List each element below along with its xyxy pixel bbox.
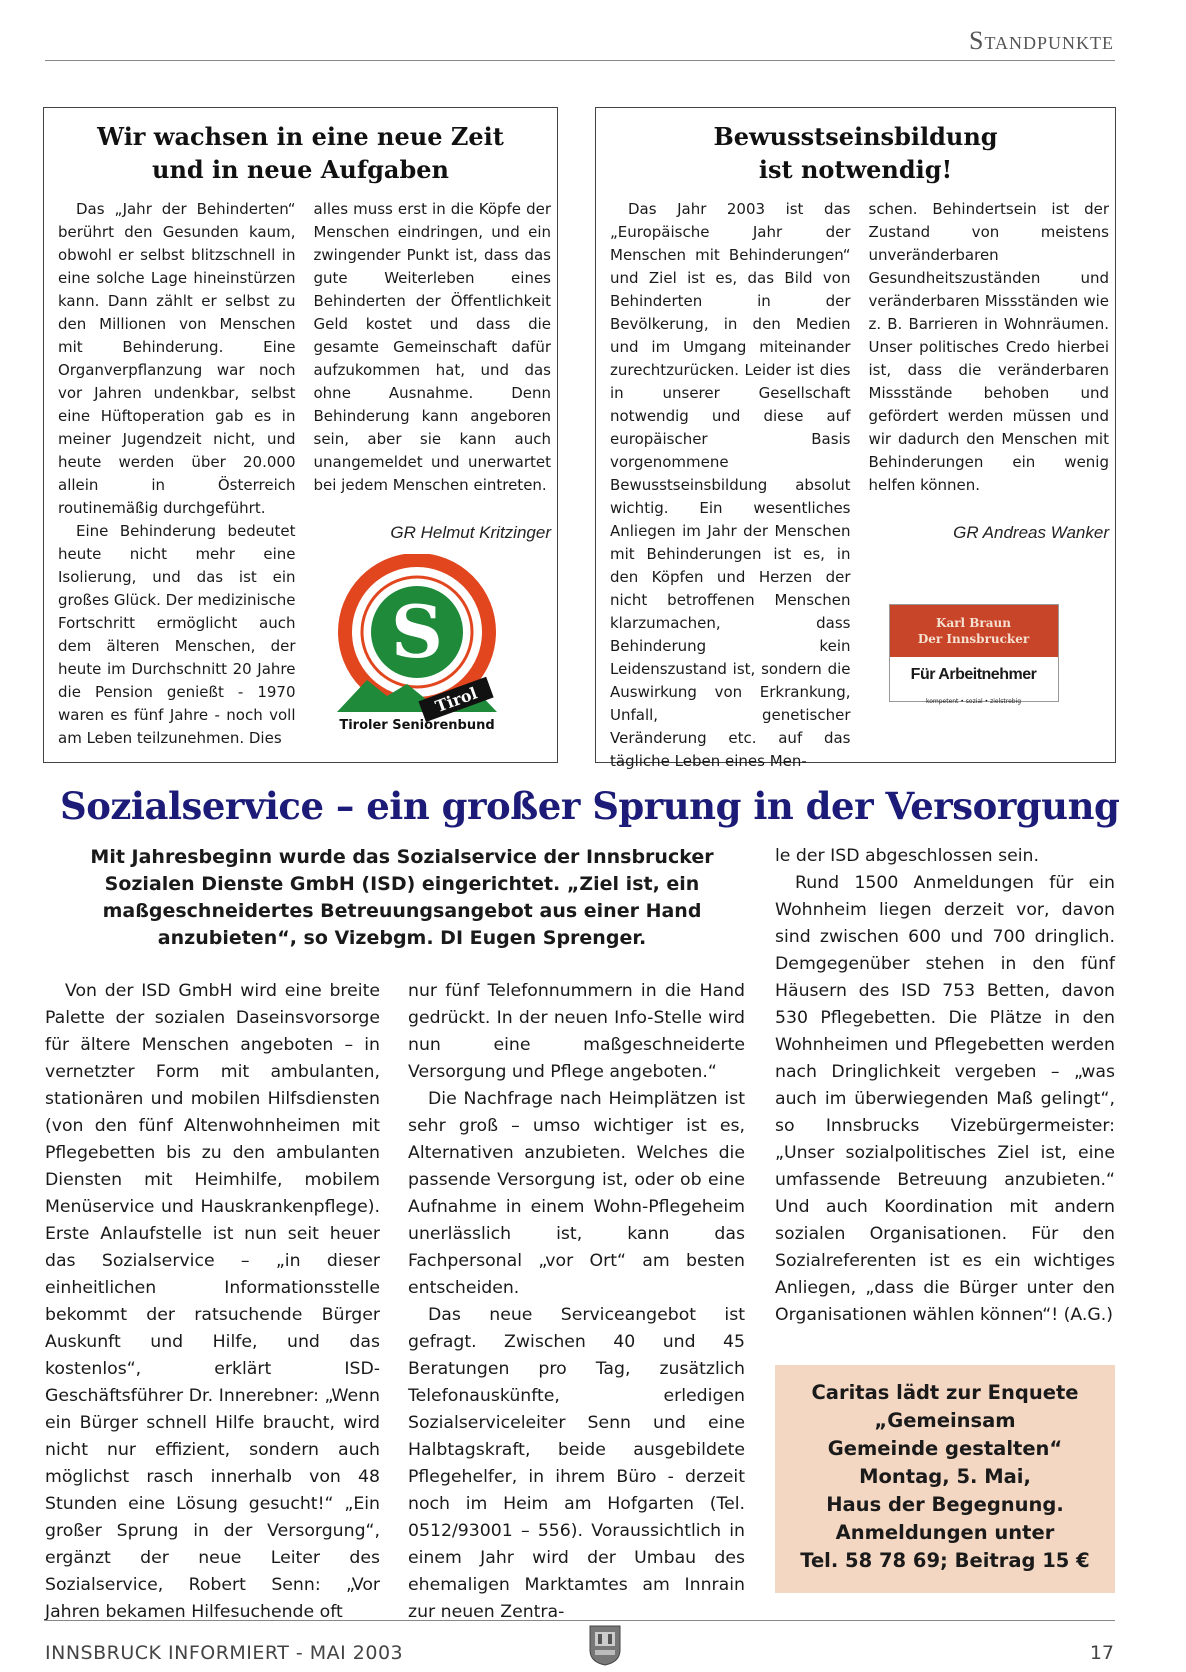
bottom-divider [45,1620,1115,1621]
svg-text:Tiroler Seniorenbund: Tiroler Seniorenbund [338,718,495,733]
title-line: und in neue Aufgaben [152,155,449,184]
article-column-1 [45,978,380,1626]
opinion-title [44,120,557,186]
title-line: Bewusstseinsbildung [713,122,998,151]
page-number: 17 [1089,1642,1114,1664]
book-cover [889,604,1059,705]
opinion-column [610,198,851,773]
title-line: Wir wachsen in eine neue Zeit [97,122,504,151]
announcement-line: Caritas lädt zur Enquete [811,1381,1079,1404]
article-title: Sozialservice – ein großer Sprung in der Versorgung [60,784,1120,828]
announcement-line: Gemeinde gestalten“ [827,1437,1063,1460]
opinion-column [869,198,1110,773]
announcement-line: Anmeldungen unter [835,1521,1055,1544]
opinion-box-kritzinger [43,107,558,763]
paragraph: Eine Behinderung bedeutet heute nicht mehr eine Isolierung, und das ist ein großes Glück. Der medizinische Fortschritt ermöglicht auch dem älteren Menschen, der heute im Durchschnitt 20 Jahre die Pension genießt - 1970 waren es fünf Jahre - noch voll am Leben teilzunehmen. Dies [58,522,296,747]
author-signature: GR Andreas Wanker [953,523,1109,542]
book-author: Karl Braun [936,616,1011,630]
paragraph: nur fünf Telefonnummern in die Hand gedrückt. In der neuen Info-Stelle wird nun eine maßgeschneiderte Versorgung und Pflege angeboten.“ [408,981,745,1082]
section-label: Standpunkte [968,26,1114,55]
author-signature: GR Helmut Kritzinger [390,523,551,542]
paragraph: Das „Jahr der Behinderten“ berührt den Gesunden kaum, obwohl er selbst blitzschnell in eine solche Lage hineinstürzen kann. Dann zählt er selbst zu den Millionen von Menschen mit Behinderung. Eine Organverpflanzung war noch vor Jahren undenkbar, selbst eine Hüftoperation gab es in meiner Jugendzeit nicht, und heute werden über 20.000 allein in Österreich routinemäßig durchgeführt. [58,200,296,517]
paragraph: schen. Behindertsein ist der Zustand von meistens unveränderbaren Gesundheitszuständen und veränderbaren Missständen wie z. B. Barrieren in Wohnräumen. Unser politisches Credo hierbei ist, dass die veränderbaren Missstände behoben und gefördert werden müssen und wir dadurch den Menschen mit Behinderungen ein wenig helfen können. [868,200,1109,494]
opinion-column [58,198,296,750]
city-crest-icon [588,1624,622,1670]
svg-text:S: S [390,589,443,674]
paragraph: Rund 1500 Anmeldungen für ein Wohnheim liegen derzeit vor, davon sind zwischen 600 und 700 dringlich. Demgegenüber stehen in den fünf Häusern des ISD 753 Betten, davon 530 Pflegebetten. Die Plätze in den Wohnheimen und Pflegebetten werden nach Dringlichkeit vergeben – „was auch im überwiegenden Maß gelingt“, so Innsbrucks Vizebürgermeister: „Unser sozialpolitisches Ziel ist, eine umfassende Betreuung anzubieten.“ Und auch Koordination mit andern sozialen Organisationen. Für den Sozialreferenten ist es ein wichtiges Anliegen, „dass die Bürger unter den Organisationen wählen können“! (A.G.) [775,873,1115,1325]
opinion-box-wanker [595,107,1116,770]
caritas-announcement-box [775,1365,1115,1593]
opinion-column [314,198,552,750]
opinion-title [596,120,1115,186]
article-lead: Mit Jahresbeginn wurde das Sozialservice der Innsbrucker Sozialen Dienste GmbH (ISD) eingerichtet. „Ziel ist, ein maßgeschneidertes Betreuungsangebot aus einer Hand anzubieten“, so Vizebgm. DI Eugen Sprenger. [90,846,714,949]
paragraph: Von der ISD GmbH wird eine breite Palette der sozialen Daseinsvorsorge für ältere Menschen angeboten – in vernetzter Form mit ambulanten, stationären und mobilen Hilfsdiensten (von den fünf Altenwohnheimen mit Pflegebetten bis zu den ambulanten Diensten mit Heimhilfe, mobilem Menüservice und Hauskrankenpflege). Erste Anlaufstelle ist nun seit heuer das Sozialservice – „in dieser einheitlichen Informationsstelle bekommt der ratsuchende Bürger Auskunft und Hilfe, und das kostenlos“, erklärt ISD-Geschäftsführer Dr. Innerebner: „Wenn ein Bürger schnell Hilfe braucht, wird nicht nur effizient, sondern auch möglichst rasch innerhalb von 48 Stunden eine Lösung gesucht!“ „Ein großer Sprung in der Versorgung“, ergänzt der neue Leiter des Sozialservice, Robert Senn: „Vor Jahren bekamen Hilfesuchende oft [45,981,380,1622]
announcement-line: „Gemeinsam [874,1409,1016,1432]
top-divider [45,60,1115,61]
seniorenbund-logo [332,554,552,741]
paragraph: Die Nachfrage nach Heimplätzen ist sehr groß – umso wichtiger ist es, Alternativen anzubieten. Welches die passende Versorgung ist, oder ob eine Aufnahme in einem Wohn-Pflegeheim unerlässlich ist, kann das Fachpersonal „vor Ort“ am besten entscheiden. [408,1089,745,1298]
article-column-3 [775,843,1115,1329]
announcement-line: Tel. 58 78 69; Beitrag 15 € [800,1549,1090,1572]
book-subtitle: Der Innsbrucker [917,632,1030,646]
article-column-2 [408,978,745,1626]
paragraph: le der ISD abgeschlossen sein. [775,846,1039,866]
book-tagline: kompetent • sozial • zielstrebig [925,698,1022,705]
announcement-line: Haus der Begegnung. [826,1493,1064,1516]
paragraph: Das neue Serviceangebot ist gefragt. Zwischen 40 und 45 Beratungen pro Tag, zusätzlich Telefonauskünfte, erledigen Sozialserviceleiter Senn und eine Halbtagskraft, beide ausgebildete Pflegehelfer, in ihrem Büro - derzeit noch im Heim am Hofgarten (Tel. 0512/93001 – 556). Voraussichtlich in einem Jahr wird der Umbau des ehemaligen Marktamtes am Innrain zur neuen Zentra- [408,1305,745,1622]
svg-text:Tirol: Tirol [432,683,480,717]
paragraph: alles muss erst in die Köpfe der Menschen eindringen, und ein zwingender Punkt ist, dass das gute Weiterleben eines Behinderten der Öffentlichkeit Geld kostet und dass die gesamte Gemeinschaft dafür aufzukommen hat, und das ohne Ausnahme. Denn Behinderung kann angeboren sein, aber sie kann auch unangemeldet und unerwartet bei jedem Menschen eintreten. [313,200,551,494]
book-title: Für Arbeitnehmer [910,666,1037,683]
paragraph: Das Jahr 2003 ist das „Europäische Jahr der Menschen mit Behinderungen“ und Ziel ist es, das Bild von Behinderten in der Bevölkerung, in den Medien und im Umgang miteinander zurechtzurücken. Leider ist dies in unserer Gesellschaft notwendig und diese auf europäischer Basis vorgenommene Bewusstseinsbildung absolut wichtig. Ein wesentliches Anliegen im Jahr der Menschen mit Behinderungen ist es, in den Köpfen und Herzen der nicht betroffenen Menschen klarzumachen, dass Behinderung kein Leidenszustand ist, sondern die Auswirkung von Erkrankung, Unfall, genetischer Veränderung etc. auf das tägliche Leben eines Men- [610,200,851,770]
announcement-line: Montag, 5. Mai, [859,1465,1031,1488]
title-line: ist notwendig! [758,155,953,184]
publication-footer: INNSBRUCK INFORMIERT - MAI 2003 [45,1642,404,1664]
